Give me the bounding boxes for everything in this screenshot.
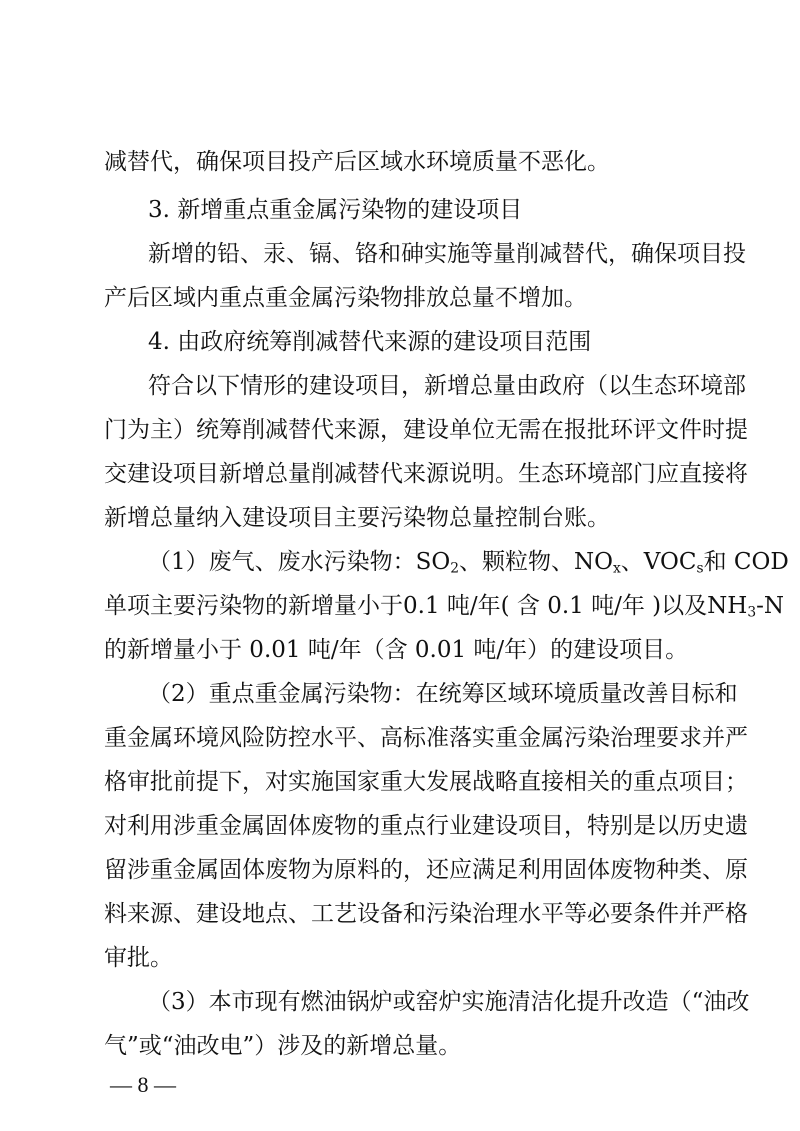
body-text-line: （2）重点重金属污染物：在统筹区域环境质量改善目标和 (148, 681, 738, 707)
section-heading-3: 3. 新增重点重金属污染物的建设项目 (148, 197, 523, 223)
body-text-line: （3）本市现有燃油锅炉或窑炉实施清洁化提升改造（“油改 (148, 989, 750, 1015)
section-heading-4: 4. 由政府统筹削减替代来源的建设项目范围 (148, 329, 592, 355)
body-text-line: 产后区域内重点重金属污染物排放总量不增加。 (104, 285, 587, 311)
body-text-line: 料来源、建设地点、工艺设备和污染治理水平等必要条件并严格 (104, 901, 748, 927)
body-text-line: 格审批前提下，对实施国家重大发展战略直接相关的重点项目； (104, 769, 748, 795)
body-text-line-pollutants (148, 540, 789, 584)
body-text-line-threshold (104, 584, 785, 628)
page-number: — 8 — (110, 1072, 176, 1097)
body-text-line: 减替代，确保项目投产后区域水环境质量不恶化。 (104, 149, 610, 175)
subscript: 2 (450, 560, 460, 577)
body-text-line: 重金属环境风险防控水平、高标准落实重金属污染治理要求并严 (104, 725, 748, 751)
text-segment: -N (756, 593, 785, 619)
body-text-line: 符合以下情形的建设项目，新增总量由政府（以生态环境部 (148, 373, 746, 399)
text-segment: 、VOC (620, 549, 697, 575)
text-segment: （1）废气、废水污染物：SO (148, 549, 451, 575)
body-text-line: 对利用涉重金属固体废物的重点行业建设项目，特别是以历史遗 (104, 813, 748, 839)
body-text-line: 门为主）统筹削减替代来源，建设单位无需在报批环评文件时提 (104, 417, 748, 443)
subscript: x (613, 560, 621, 577)
body-text-line: 留涉重金属固体废物为原料的，还应满足利用固体废物种类、原 (104, 857, 748, 883)
subscript: s (696, 560, 704, 577)
text-segment: 单项主要污染物的新增量小于0.1 吨/年( 含 0.1 吨/年 )以及 (104, 593, 708, 619)
body-text-line: 气”或“油改电”）涉及的新增总量。 (104, 1033, 462, 1059)
subscript: 3 (747, 604, 757, 621)
body-text-line: 的新增量小于 0.01 吨/年（含 0.01 吨/年）的建设项目。 (104, 637, 689, 663)
body-text-line: 新增的铅、汞、镉、铬和砷实施等量削减替代，确保项目投 (148, 241, 746, 267)
text-segment: 、颗粒物、NO (459, 549, 614, 575)
body-text-line: 交建设项目新增总量削减替代来源说明。生态环境部门应直接将 (104, 461, 748, 487)
text-segment: NH (707, 593, 748, 619)
text-segment: 和 COD (703, 549, 789, 575)
body-text-line: 审批。 (104, 945, 173, 971)
body-text-line: 新增总量纳入建设项目主要污染物总量控制台账。 (104, 505, 610, 531)
